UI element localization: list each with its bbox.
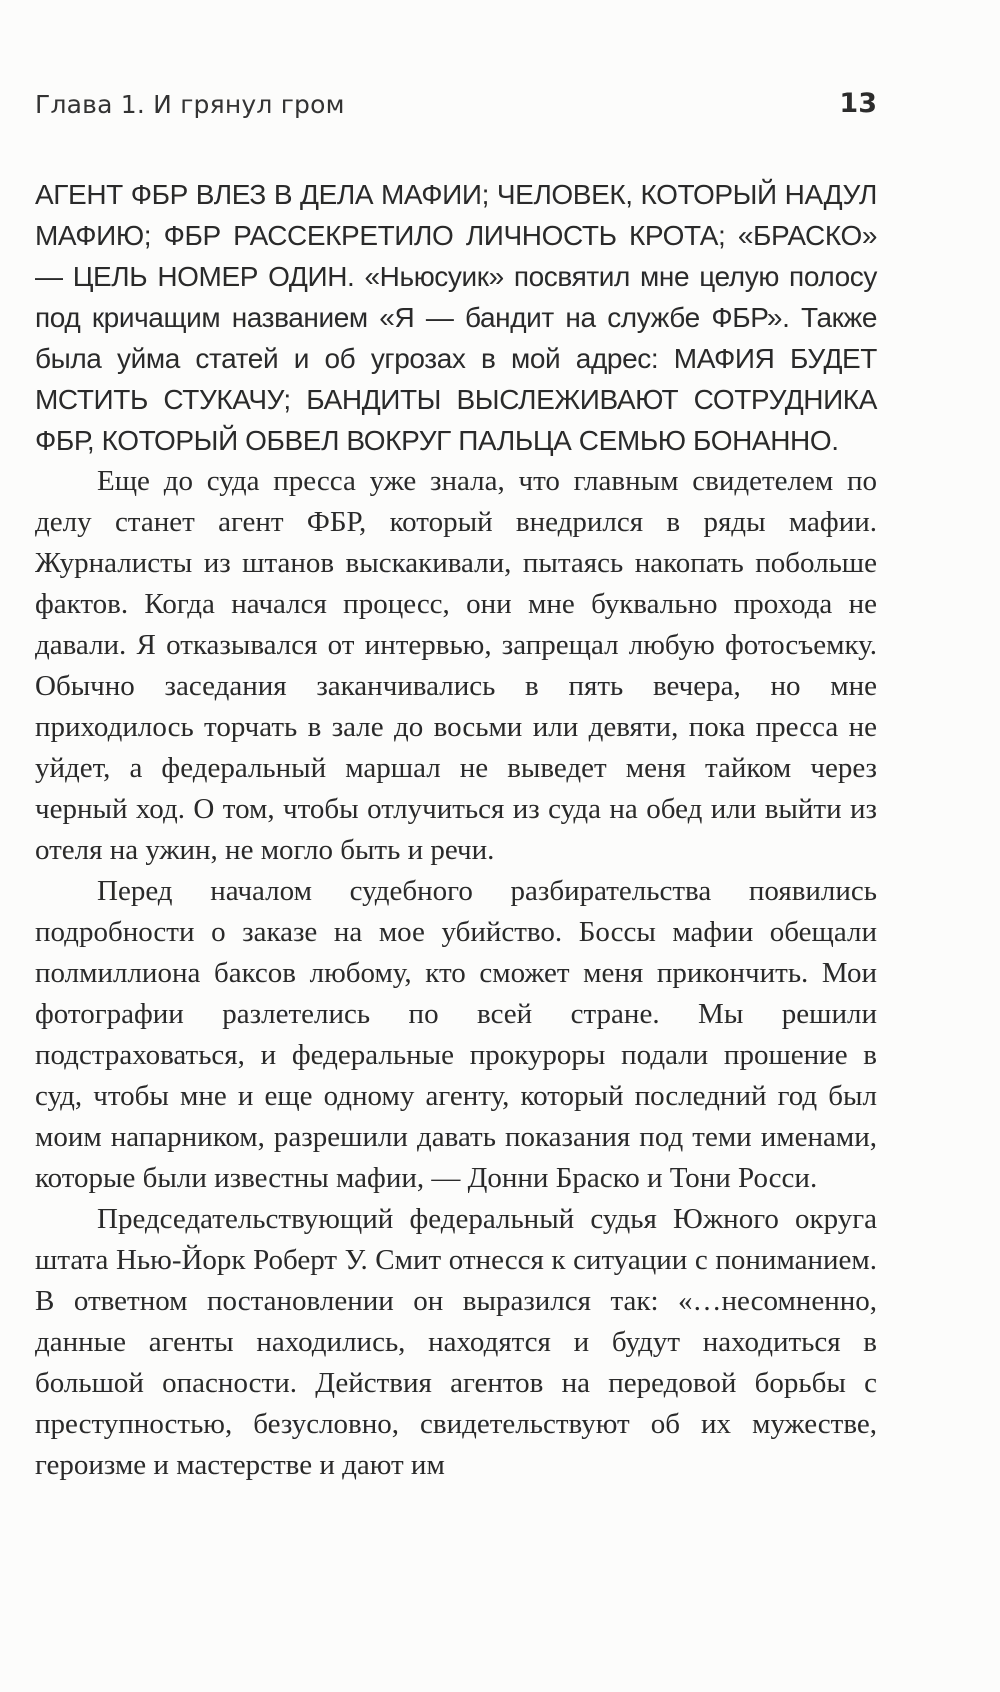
running-header bbox=[35, 90, 877, 130]
page-number: 13 bbox=[839, 88, 877, 119]
chapter-title: Глава 1. И грянул гром bbox=[35, 90, 345, 119]
body-text bbox=[35, 174, 877, 1486]
paragraph-press: Еще до суда пресса уже знала, что главным свидетелем по делу станет агент ФБР, который внедрился в ряды мафии. Журналисты из штанов выскакивали, пытаясь накопать побольше фактов. Когда начался процесс, они мне буквально прохода не давали. Я отказывался от интервью, запрещал любую фотосъемку. Обычно заседания заканчивались в пять вечера, но мне приходилось торчать в зале до восьми или девяти, пока пресса не уйдет, а федеральный маршал не выведет меня тайком через черный ход. О том, чтобы отлучиться из суда на обед или выйти из отеля на ужин, не могло быть и речи. bbox=[35, 465, 877, 866]
paragraph-headlines: АГЕНТ ФБР ВЛЕЗ В ДЕЛА МАФИИ; ЧЕЛОВЕК, КОТОРЫЙ НАДУЛ МАФИЮ; ФБР РАССЕКРЕТИЛО ЛИЧНОСТЬ КРОТА; «БРАСКО» — ЦЕЛЬ НОМЕР ОДИН. «Ньюсуик» посвятил мне целую полосу под кричащим названием «Я — бандит на службе ФБР». Также была уйма статей и об угрозах в мой адрес: МАФИЯ БУДЕТ МСТИТЬ СТУКАЧУ; БАНДИТЫ ВЫСЛЕЖИВАЮТ СОТРУДНИКА ФБР, КОТОРЫЙ ОБВЕЛ ВОКРУГ ПАЛЬЦА СЕМЬЮ БОНАННО. bbox=[35, 179, 877, 456]
paragraph-judge: Председательствующий федеральный судья Южного округа штата Нью-Йорк Роберт У. Смит отнесся к ситуации с пониманием. В ответном постановлении он выразился так: «…несомненно, данные агенты находились, находятся и будут находиться в большой опасности. Действия агентов на передовой борьбы с преступностью, безусловно, свидетельствуют об их мужестве, героизме и мастерстве и дают им bbox=[35, 1203, 877, 1481]
paragraph-contract: Перед началом судебного разбирательства появились подробности о заказе на мое убийство. Боссы мафии обещали полмиллиона баксов любому, кто сможет меня прикончить. Мои фотографии разлетелись по всей стране. Мы решили подстраховаться, и федеральные прокуроры подали прошение в суд, чтобы мне и еще одному агенту, который последний год был моим напарником, разрешили давать показания под теми именами, которые были известны мафии, — Донни Браско и Тони Росси. bbox=[35, 875, 877, 1194]
